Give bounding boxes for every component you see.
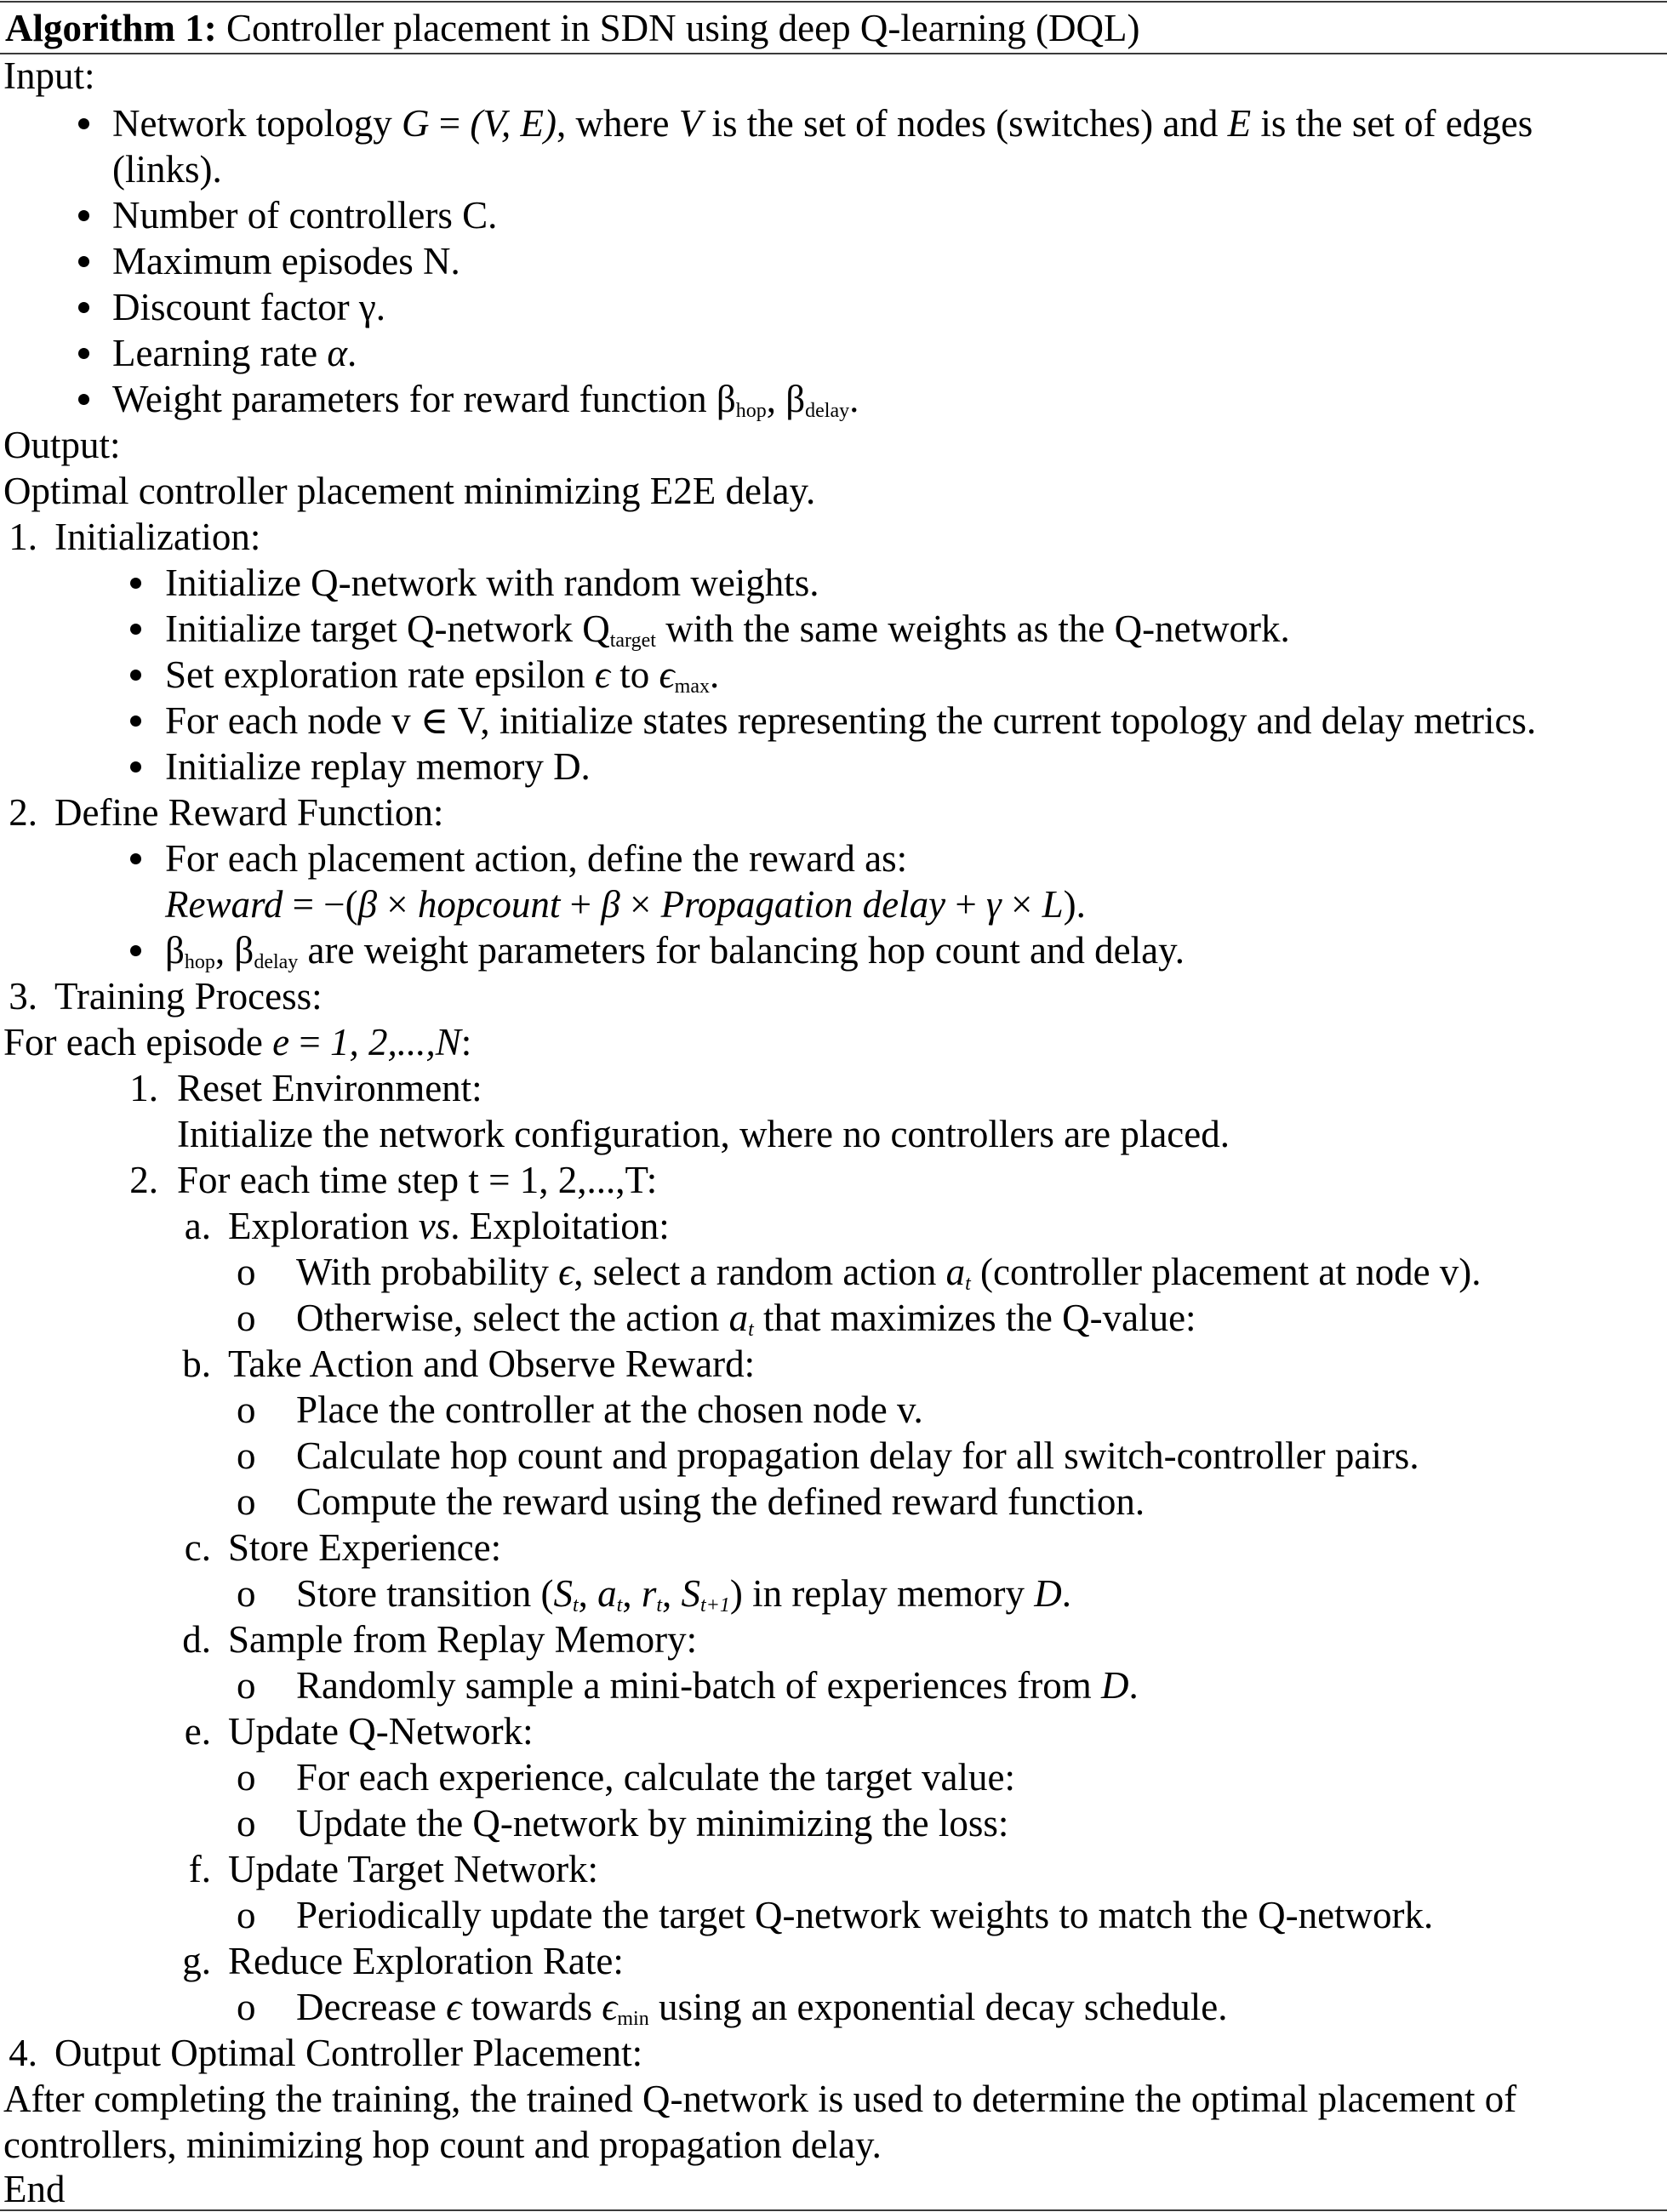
step-1-number: 1. [9, 516, 37, 558]
step-1-item: Initialize Q-network with random weights. [165, 562, 819, 604]
group-b-item: Place the controller at the chosen node v. [296, 1388, 923, 1431]
step-4-text-cont: controllers, minimizing hop count and propagation delay. [3, 2124, 882, 2166]
group-b-title: Take Action and Observe Reward: [228, 1343, 756, 1385]
step-1-item: Set exploration rate epsilon ϵ to $\epsilon_{max}$. [165, 653, 720, 698]
step-2-item: For each placement action, define the reward as: [165, 837, 908, 880]
step-2-number: 2. [9, 791, 37, 834]
group-f-letter: f. [188, 1848, 211, 1890]
algorithm-title: Controller placement in SDN using deep Q-learning (DQL) [226, 7, 1140, 49]
group-c-letter: c. [184, 1526, 211, 1569]
group-a-letter: a. [184, 1205, 211, 1247]
group-a-title: Exploration vs. Exploitation: [228, 1205, 670, 1247]
o-marker: o [237, 1251, 256, 1293]
step-4-title: Output Optimal Controller Placement: [54, 2032, 643, 2074]
group-d-title: Sample from Replay Memory: [228, 1618, 698, 1661]
bullet-icon [130, 853, 141, 864]
group-d-item: Randomly sample a mini-batch of experiences from D. [296, 1664, 1139, 1707]
bullet-icon [78, 348, 89, 359]
input-heading: Input: [3, 54, 95, 97]
reward-formula: Reward = −(β × hopcount + β × Propagation delay + γ × L). [165, 883, 1086, 926]
input-item-episodes: Maximum episodes N. [112, 240, 460, 282]
o-marker: o [237, 1664, 256, 1707]
input-item-topology-cont: (links). [112, 148, 222, 191]
bullet-icon [78, 210, 89, 221]
step-3-title: Training Process: [54, 975, 323, 1018]
group-g-letter: g. [182, 1940, 211, 1982]
substep-1-title: Reset Environment: [177, 1067, 482, 1109]
bullet-icon [130, 761, 141, 772]
o-marker: o [237, 1756, 256, 1799]
group-g-item: Decrease ϵ towards $\epsilon_{min}$ using an exponential decay schedule. [296, 1986, 1228, 2030]
step-1-item: Initialize target Q-network $Q_{target}$ with the same weights as the Q-network. [165, 607, 1290, 652]
input-item-topology: Network topology G = (V, E), where V is the set of nodes (switches) and E is the set of edges [112, 102, 1533, 145]
algorithm-caption [5, 5, 1139, 51]
output-text: Optimal controller placement minimizing E2E delay. [3, 470, 816, 512]
substep-2-title: For each time step t = 1, 2,...,T: [177, 1159, 658, 1201]
group-a-item: With probability ϵ, select a random action $a_t$ (controller placement at node v). [296, 1251, 1481, 1295]
substep-2-number: 2. [129, 1159, 158, 1201]
bottom-rule [0, 2209, 1667, 2211]
group-g-title: Reduce Exploration Rate: [228, 1940, 624, 1982]
bullet-icon [78, 394, 89, 405]
o-marker: o [237, 1388, 256, 1431]
episode-loop: For each episode e = 1, 2,...,N: [3, 1021, 472, 1063]
bullet-icon [130, 578, 141, 589]
bullet-icon [130, 624, 141, 635]
bullet-icon [130, 715, 141, 727]
step-3-number: 3. [9, 975, 37, 1018]
input-item-discount: Discount factor γ. [112, 286, 386, 328]
group-b-item: Compute the reward using the defined reward function. [296, 1480, 1145, 1523]
o-marker: o [237, 1480, 256, 1523]
input-item-weights: Weight parameters for reward function $\beta_{hop}$, $\beta_{delay}$. [112, 378, 859, 422]
group-d-letter: d. [182, 1618, 211, 1661]
group-a-item: Otherwise, select the action $a_t$ that maximizes the Q-value: [296, 1297, 1196, 1341]
substep-1-number: 1. [129, 1067, 158, 1109]
bullet-icon [78, 256, 89, 267]
group-e-letter: e. [184, 1710, 211, 1753]
step-2-item: $\beta_{hop}$, $\beta_{delay}$ are weight parameters for balancing hop count and delay. [165, 929, 1185, 973]
algorithm-label: Algorithm 1: [5, 7, 217, 49]
input-item-controllers: Number of controllers C. [112, 194, 498, 237]
group-f-item: Periodically update the target Q-network weights to match the Q-network. [296, 1894, 1434, 1936]
group-f-title: Update Target Network: [228, 1848, 599, 1890]
input-item-learning-rate: Learning rate α. [112, 332, 357, 374]
o-marker: o [237, 1986, 256, 2028]
bullet-icon [130, 945, 141, 956]
group-b-letter: b. [182, 1343, 211, 1385]
group-c-title: Store Experience: [228, 1526, 502, 1569]
o-marker: o [237, 1894, 256, 1936]
bullet-icon [78, 118, 89, 129]
group-e-item: For each experience, calculate the target value: [296, 1756, 1015, 1799]
o-marker: o [237, 1434, 256, 1477]
group-c-item: Store transition ($S_t$, $a_t$, $r_t$, $S_{t+1}$) in replay memory D. [296, 1572, 1072, 1616]
o-marker: o [237, 1802, 256, 1844]
step-1-title: Initialization: [54, 516, 261, 558]
top-rule [0, 1, 1667, 3]
o-marker: o [237, 1297, 256, 1339]
group-e-title: Update Q-Network: [228, 1710, 534, 1753]
step-1-item: For each node v ∈ V, initialize states representing the current topology and delay metrics. [165, 699, 1537, 742]
output-heading: Output: [3, 424, 121, 466]
end-keyword: End [3, 2168, 66, 2210]
step-4-text: After completing the training, the trained Q-network is used to determine the optimal placement of [3, 2078, 1517, 2120]
o-marker: o [237, 1572, 256, 1615]
step-4-number: 4. [9, 2032, 37, 2074]
step-2-title: Define Reward Function: [54, 791, 444, 834]
bullet-icon [130, 670, 141, 681]
step-1-item: Initialize replay memory D. [165, 745, 591, 788]
substep-1-text: Initialize the network configuration, where no controllers are placed. [177, 1113, 1230, 1155]
group-e-item: Update the Q-network by minimizing the loss: [296, 1802, 1009, 1844]
bullet-icon [78, 302, 89, 313]
caption-rule [0, 53, 1667, 54]
group-b-item: Calculate hop count and propagation delay for all switch-controller pairs. [296, 1434, 1419, 1477]
